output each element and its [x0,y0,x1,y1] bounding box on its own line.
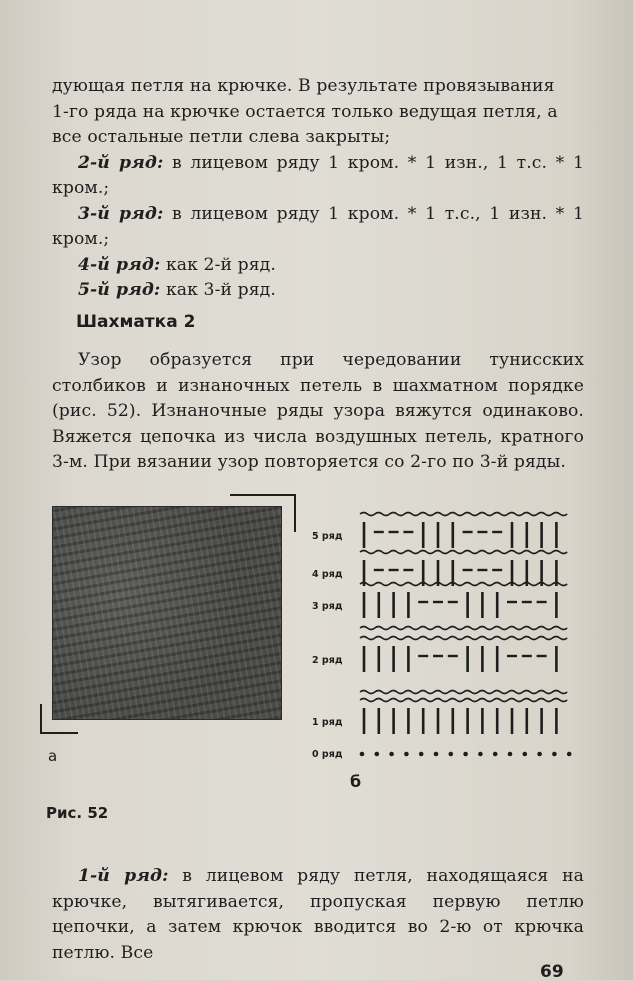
chain-dot-mark [360,752,365,757]
row-instruction-3 [52,202,584,253]
chain-dot-mark [523,752,528,757]
bottom-text-block [52,864,584,966]
chain-dot-mark [567,752,572,757]
row-label: 4-й ряд: [78,254,161,275]
stitch-diagram [310,500,590,770]
chain-wave-mark [360,637,567,640]
diagram-rows [312,513,572,761]
diagram-row-label: 4 ряд [312,569,343,580]
chain-wave-mark [360,551,567,554]
chain-dot-mark [404,752,409,757]
knitted-sample-photo [52,506,282,720]
continued-paragraph [52,74,584,151]
row-label: 1-й ряд: [78,866,169,886]
chain-dot-mark [449,752,454,757]
figure-label-a: а [48,747,58,765]
crop-mark-bottom-left [40,704,78,734]
chain-dot-mark [537,752,542,757]
diagram-row-label: 1 ряд [312,717,343,728]
chain-wave-mark [360,627,567,630]
chain-wave-mark [360,699,567,702]
figure-caption: Рис. 52 [46,804,109,822]
description-block [52,348,584,476]
chain-dot-mark [463,752,468,757]
top-text-block [52,74,584,304]
chain-dot-mark [375,752,380,757]
diagram-row-label: 3 ряд [312,601,343,612]
row-text: в лицевом ряду 1 кром. * 1 изн., 1 т.с. * 1 кром.; [52,152,584,198]
chain-dot-mark [434,752,439,757]
row-label: 3-й ряд: [78,203,164,224]
chain-dot-mark [552,752,557,757]
figure-label-b: б [350,772,362,791]
chain-dot-mark [478,752,483,757]
diagram-row-label: 2 ряд [312,655,343,666]
row-text: как 2-й ряд. [160,254,276,275]
row-instruction-5 [52,278,584,304]
chain-wave-mark [360,691,567,694]
row-instruction-1 [52,864,584,966]
row-label: 5-й ряд: [78,280,161,300]
row-text: в лицевом ряду петля, находящаяся на крючке, вытягивается, пропуская первую петлю цепочки, а затем крючок вводится во 2-ю от крючка петлю. Все [52,866,584,963]
row-text: в лицевом ряду 1 кром. * 1 т.с., 1 изн. * 1 кром.; [52,203,584,249]
chain-dot-mark [508,752,513,757]
chain-dot-mark [419,752,424,757]
page-number: 69 [540,962,564,982]
row-label: 2-й ряд: [78,152,164,173]
section-title: Шахматка 2 [76,312,196,332]
chain-dot-mark [389,752,394,757]
chain-wave-mark [360,583,567,586]
description-paragraph: Узор образуется при чередовании тунисских столбиков и изнаночных петель в шахматном порядке (рис. 52). Изнаночные ряды узора вяжутся одинаково. Вяжется цепочка из числа воздушных петель, кратного 3-м. При вязании узор повторяется со 2-го по 3-й ряды. [52,350,584,472]
chain-dot-mark [493,752,498,757]
text-line: все остальные петли слева закрыты; [52,127,391,147]
text-line: 1-го ряда на крючке остается только ведущая петля, а [52,101,558,122]
row-text: как 3-й ряд. [160,280,276,300]
diagram-row-label: 5 ряд [312,531,343,542]
row-instruction-4 [52,253,584,279]
row-instruction-2 [52,151,584,202]
diagram-row-label: 0 ряд [312,749,343,760]
figure-a [40,494,300,734]
chain-wave-mark [360,513,567,516]
text-line: дующая петля на крючке. В результате провязывания [52,76,555,96]
